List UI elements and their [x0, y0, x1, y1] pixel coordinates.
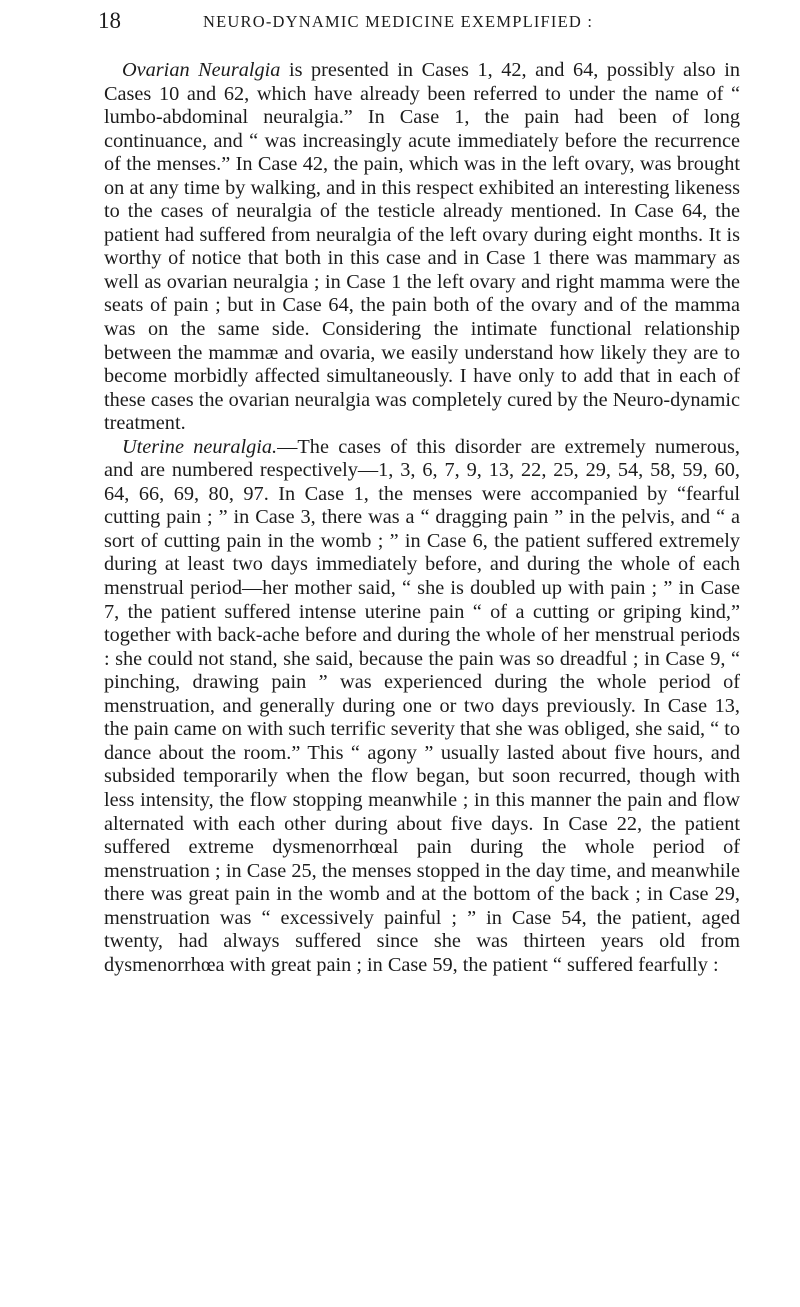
- section-heading-uterine-neuralgia: Uterine neuralgia.: [122, 435, 278, 458]
- paragraph-ovarian-neuralgia: [104, 59, 740, 436]
- body-text: [104, 59, 740, 977]
- running-title: NEURO-DYNAMIC MEDICINE EXEMPLIFIED :: [203, 12, 594, 31]
- paragraph-text: is presented in Cases 1, 42, and 64, possibly also in Cases 10 and 62, which have already been referred to under the name of “ lumbo-abdominal neuralgia.” In Case 1, the pain had been of long continuance, and “ was increasingly acute immediately before the recurrence of the menses.” In Case 42, the pain, which was in the left ovary, was brought on at any time by walking, and in this respect exhibited an interesting likeness to the cases of neuralgia of the testicle already mentioned. In Case 64, the patient had suffered from neuralgia of the left ovary during eight months. It is worthy of notice that both in this case and in Case 1 there was mammary as well as ovarian neuralgia ; in Case 1 the left ovary and right mamma were the seats of pain ; but in Case 64, the pain both of the ovary and of the mamma was on the same side. Considering the intimate functional relationship between the mammæ and ovaria, we easily understand how likely they are to become morbidly affected simultaneously. I have only to add that in each of these cases the ovarian neuralgia was completely cured by the Neuro-dynamic treatment.: [104, 59, 740, 435]
- section-heading-ovarian-neuralgia: Ovarian Neuralgia: [122, 59, 281, 81]
- paragraph-text: —The cases of this disorder are extremely numerous, and are numbered respectively—1, 3, 6, 7, 9, 13, 22, 25, 29, 54, 58, 59, 60, 64, 66, 69, 80, 97. In Case 1, the menses were accompanied by “fearful cutting pain ; ” in Case 3, there was a “ dragging pain ” in the pelvis, and “ a sort of cutting pain in the womb ; ” in Case 6, the patient suffered extremely during at least two days immediately before, and during the whole of each menstrual period—her mother said, “ she is doubled up with pain ; ” in Case 7, the patient suffered intense uterine pain “ of a cutting or griping kind,” together with back-ache before and during the whole of her menstrual periods : she could not stand, she said, because the pain was so dreadful ; in Case 9, “ pinching, drawing pain ” was experienced during the whole period of menstruation, and generally during one or two days previously. In Case 13, the pain came on with such terrific severity that she was obliged, she said, “ to dance about the room.” This “ agony ” usually lasted about five hours, and subsided temporarily when the flow began, but soon recurred, though with less intensity, the flow stopping meanwhile ; in this manner the pain and flow alternated with each other during about five days. In Case 22, the patient suffered extreme dysmenorrhœal pain during the whole period of menstruation ; in Case 25, the menses stopped in the day time, and meanwhile there was great pain in the womb and at the bottom of the back ; in Case 29, menstruation was “ excessively painful ; ” in Case 54, the patient, aged twenty, had always suffered since she was thirteen years old from dysmenorrhœa with great pain ; in Case 59, the patient “ suffered fearfully :: [104, 435, 740, 976]
- running-head: [98, 6, 738, 40]
- page-number: 18: [98, 8, 121, 33]
- paragraph-uterine-neuralgia: [104, 436, 740, 978]
